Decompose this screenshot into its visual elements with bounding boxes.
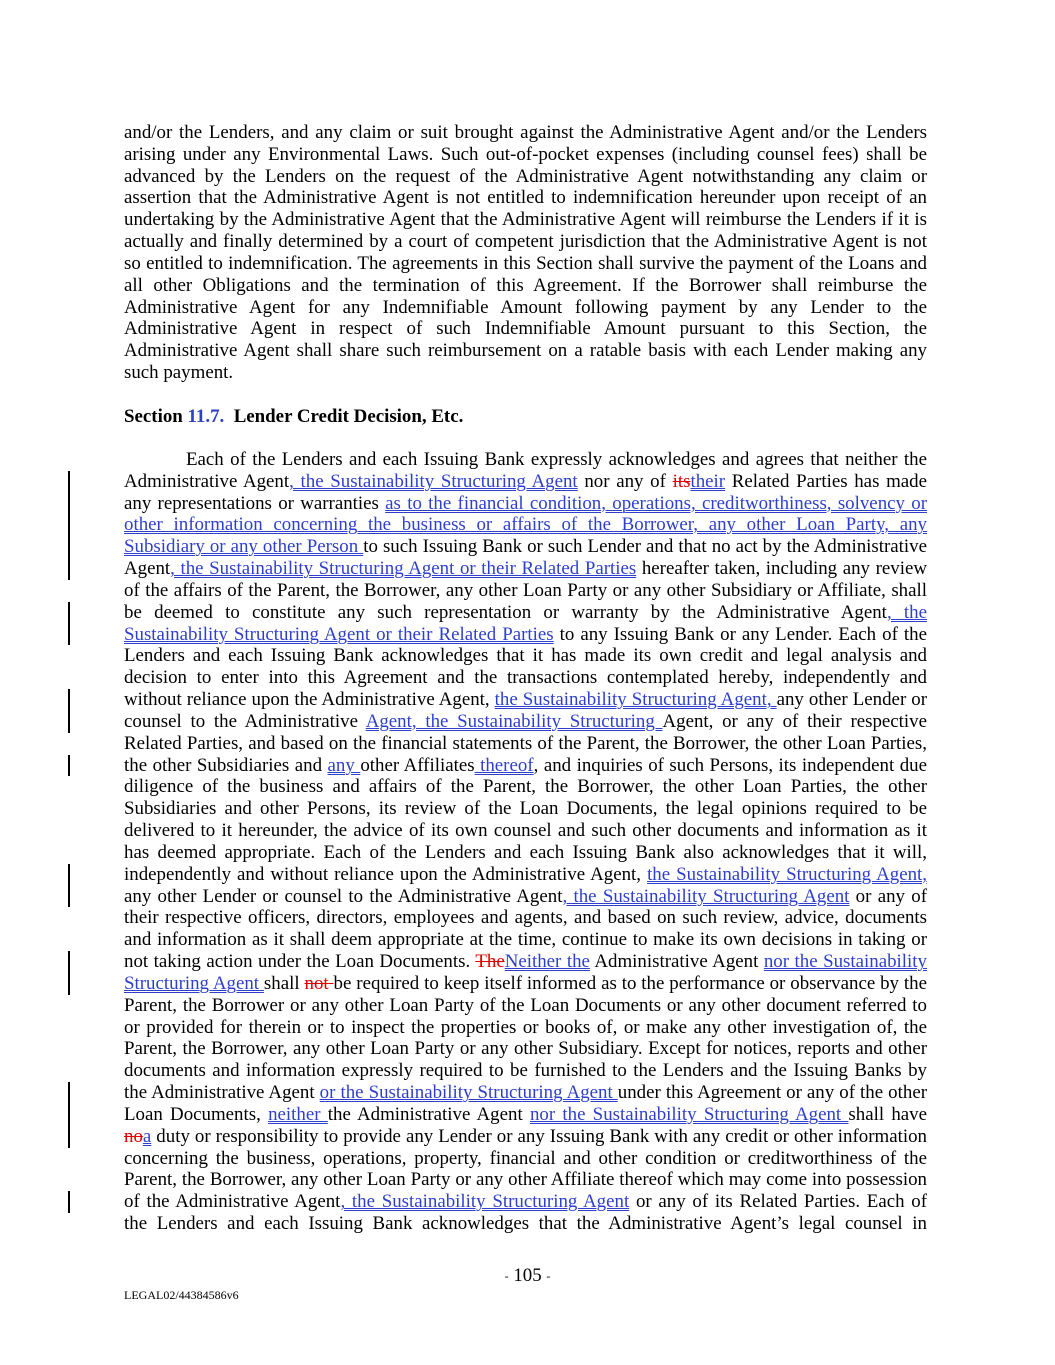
change-bar <box>68 864 70 886</box>
page-number <box>0 1265 1055 1288</box>
text-line <box>124 536 927 558</box>
text-run: nor any of <box>577 470 673 492</box>
text-line <box>124 929 927 951</box>
inserted-text: other information concerning the business or affairs of the Borrower, any other Loan Party, any <box>124 514 927 536</box>
inserted-text: nor the Sustainability <box>763 951 927 973</box>
text-line <box>124 209 927 231</box>
text-run: the Lenders and each Issuing Bank acknowledges that the Administrative Agent’s legal counsel in <box>124 1212 927 1234</box>
text-line <box>124 1038 927 1060</box>
text-line <box>124 951 927 973</box>
text-line <box>124 1191 927 1213</box>
deleted-text: its <box>672 470 691 492</box>
text-line <box>124 864 927 886</box>
text-line <box>124 144 927 166</box>
text-run: the Administrative Agent <box>124 1082 320 1104</box>
section-heading <box>124 406 463 428</box>
text-line <box>124 558 927 580</box>
text-run: be required to keep itself informed as to the performance or observance by the <box>333 972 927 994</box>
text-line <box>124 166 927 188</box>
inserted-text: thereof <box>474 754 534 776</box>
change-bar <box>68 558 70 580</box>
deleted-text: The <box>475 951 505 973</box>
text-line <box>124 362 927 384</box>
text-run: shall have <box>848 1103 927 1125</box>
inserted-text: Agent, the Sustainability Structuring <box>365 710 663 732</box>
text-line <box>124 187 927 209</box>
inserted-text: , the Sustainability Structuring Agent or their Related Parties <box>170 558 637 580</box>
inserted-text: , the Sustainability Structuring Agent <box>340 1191 630 1213</box>
text-run: decision to enter into this Agreement and the transactions contemplated hereby, independently and <box>124 667 927 689</box>
text-run: duty or responsibility to provide any Lender or any Issuing Bank with any credit or other information <box>151 1125 927 1147</box>
change-bar <box>68 1191 70 1213</box>
text-line <box>124 711 927 733</box>
text-run: the other Subsidiaries and <box>124 754 328 776</box>
text-run: or any of <box>849 885 927 907</box>
text-run: concerning the business, operations, property, financial and other condition or creditworthiness of the <box>124 1147 927 1169</box>
document-id: LEGAL02/44384586v6 <box>124 1288 239 1302</box>
text-run: such payment. <box>124 362 234 384</box>
page-number-prefix: - <box>504 1269 509 1283</box>
text-run: delivered to it hereunder, the advice of its own counsel and such other documents and information as it <box>124 820 927 842</box>
text-line <box>124 907 927 929</box>
text-run: Parent, the Borrower, any other Loan Party or any other Subsidiary. Except for notices, reports and other <box>124 1038 927 1060</box>
text-line <box>124 1148 927 1170</box>
text-run: Subsidiaries and other Persons, its review of the Loan Documents, the legal opinions required to be <box>124 798 927 820</box>
text-run: and/or the Lenders, and any claim or suit brought against the Administrative Agent and/or the Lenders <box>124 122 927 143</box>
change-bar <box>68 711 70 733</box>
text-run: of the affairs of the Parent, the Borrower, any other Loan Party or any other Subsidiary or Affiliate, shall <box>124 579 927 601</box>
text-line <box>124 886 927 908</box>
inserted-text: as to the financial condition, operations, creditworthiness, solvency or <box>385 492 927 514</box>
inserted-text: Neither the <box>504 951 590 973</box>
change-bar <box>68 1082 70 1104</box>
text-line <box>124 733 927 755</box>
paragraph-lender-credit-decision <box>124 449 927 1235</box>
change-bar <box>68 471 70 493</box>
change-bar <box>68 536 70 558</box>
change-bar <box>68 1104 70 1126</box>
text-run: of the Administrative Agent <box>124 1191 341 1213</box>
text-line <box>124 580 927 602</box>
text-line <box>124 689 927 711</box>
text-line <box>124 253 927 275</box>
text-run: or provided for therein or to inspect the properties or books of, or make any other investigation of, the <box>124 1016 927 1038</box>
change-bar <box>68 602 70 624</box>
text-line <box>124 776 927 798</box>
text-line <box>124 820 927 842</box>
text-run: to any Issuing Bank or any Lender. Each of the <box>553 623 927 645</box>
paragraph-indemnification-continued <box>124 122 927 384</box>
text-run: under this Agreement or any of the other <box>617 1082 927 1104</box>
page-number-suffix: - <box>546 1269 551 1283</box>
text-line <box>124 493 927 515</box>
change-bar <box>68 951 70 973</box>
text-run: assertion that the Administrative Agent is not entitled to indemnification hereunder upon receipt of an <box>124 187 927 209</box>
change-bar <box>68 689 70 711</box>
text-run: be deemed to constitute any such representation or warranty by the Administrative Agent <box>124 601 887 623</box>
text-run: not taking action under the Loan Documents. <box>124 951 476 973</box>
text-run: Administrative Agent for any Indemnifiable Amount following payment by any Lender to the <box>124 296 927 318</box>
text-line <box>124 449 927 471</box>
text-line <box>124 231 927 253</box>
inserted-text: or the Sustainability Structuring Agent <box>319 1082 618 1104</box>
inserted-text: , the Sustainability Structuring Agent <box>562 885 850 907</box>
text-run: has deemed appropriate. Each of the Lenders and each Issuing Bank also acknowledges that it will, <box>124 841 927 863</box>
text-line <box>124 798 927 820</box>
inserted-text: the Sustainability Structuring Agent, <box>647 863 927 885</box>
inserted-text: Subsidiary or any other Person <box>124 536 364 558</box>
text-run: independently and without reliance upon the Administrative Agent, <box>124 863 648 885</box>
text-run: Related Parties, and based on the financial statements of the Parent, the Borrower, the other Loan Parties, <box>124 732 927 754</box>
text-run: and information as it shall deem appropriate at the time, continue to make its own decisions in taking or <box>124 929 927 951</box>
text-line <box>124 1060 927 1082</box>
text-run: documents and information expressly required to be furnished to the Lenders and the Issuing Banks by <box>124 1060 927 1082</box>
inserted-text: Sustainability Structuring Agent or their Related Parties <box>124 623 554 645</box>
text-run: diligence of the business and affairs of the Parent, the Borrower, the other Loan Parties, the other <box>124 776 927 798</box>
text-run: all other Obligations and the termination of this Agreement. If the Borrower shall reimburse the <box>124 274 927 296</box>
text-line <box>124 318 927 340</box>
text-run: Each of the Lenders and each Issuing Bank expressly acknowledges and agrees that neither the <box>186 449 927 470</box>
text-line <box>124 1169 927 1191</box>
text-line <box>124 471 927 493</box>
text-run: actually and finally determined by a court of competent jurisdiction that the Administrative Agent is not <box>124 231 927 253</box>
text-line <box>124 275 927 297</box>
text-run: any other Lender or counsel to the Administrative Agent <box>124 885 563 907</box>
text-line <box>124 645 927 667</box>
inserted-text: any <box>327 754 361 776</box>
change-bar <box>68 514 70 536</box>
text-run: the Administrative Agent <box>327 1103 530 1125</box>
text-run: without reliance upon the Administrative Agent, <box>124 689 495 711</box>
text-line <box>124 624 927 646</box>
text-line <box>124 602 927 624</box>
text-run: so entitled to indemnification. The agreements in this Section shall survive the payment of the Loans and <box>124 252 927 274</box>
text-run: any representations or warranties <box>124 492 386 514</box>
text-run: Administrative Agent <box>124 470 290 492</box>
section-number: 11.7. <box>187 406 225 427</box>
deleted-text: no <box>124 1125 143 1147</box>
text-run: Parent, the Borrower or any other Loan Party of the Loan Documents or any other document referred to <box>124 994 927 1016</box>
text-run: Administrative Agent in respect of such Indemnifiable Amount pursuant to this Section, the <box>124 318 927 340</box>
change-bar <box>68 973 70 995</box>
text-line <box>124 514 927 536</box>
change-bar <box>68 755 70 777</box>
text-line <box>124 842 927 864</box>
text-run: shall <box>263 972 305 994</box>
inserted-text: a <box>142 1125 152 1147</box>
text-run: Administrative Agent <box>589 951 764 973</box>
text-run: Lenders and each Issuing Bank acknowledges that it has made its own credit and legal analysis and <box>124 645 927 667</box>
text-run: Related Parties has made <box>725 470 928 492</box>
inserted-text: , the Sustainability Structuring Agent <box>289 470 578 492</box>
section-label: Section <box>124 406 183 427</box>
change-bar <box>68 493 70 515</box>
text-run: , and inquiries of such Persons, its independent due <box>533 754 928 776</box>
text-run: hereafter taken, including any review <box>636 558 927 580</box>
inserted-text: nor the Sustainability Structuring Agent <box>529 1103 849 1125</box>
text-line <box>124 973 927 995</box>
change-bar <box>68 624 70 646</box>
text-run: any other Lender or <box>776 689 927 711</box>
text-run: Loan Documents, <box>124 1103 269 1125</box>
page-number-value: 105 <box>513 1265 542 1286</box>
text-line <box>124 995 927 1017</box>
text-line <box>124 340 927 362</box>
text-line <box>124 1126 927 1148</box>
inserted-text: the Sustainability Structuring Agent, <box>494 689 777 711</box>
section-title: Lender Credit Decision, Etc. <box>233 406 464 427</box>
text-run: Parent, the Borrower, any other Loan Party or any other Affiliate thereof which may come into possession <box>124 1169 927 1191</box>
inserted-text: their <box>690 470 726 492</box>
text-line <box>124 297 927 319</box>
text-run: or any of its Related Parties. Each of <box>629 1191 928 1213</box>
inserted-text: Structuring Agent <box>124 972 264 994</box>
change-bar <box>68 886 70 908</box>
text-run: counsel to the Administrative <box>124 710 366 732</box>
inserted-text: neither <box>268 1103 328 1125</box>
text-line <box>124 1104 927 1126</box>
text-run: to such Issuing Bank or such Lender and that no act by the Administrative <box>363 536 927 558</box>
text-line <box>124 122 927 144</box>
text-run: Agent, or any of their respective <box>662 710 928 732</box>
text-run: arising under any Environmental Laws. Such out-of-pocket expenses (including counsel fees) shall be <box>124 143 927 165</box>
text-line <box>124 1082 927 1104</box>
deleted-text: not <box>304 972 334 994</box>
text-line <box>124 667 927 689</box>
text-line <box>124 755 927 777</box>
text-run: other Affiliates <box>360 754 475 776</box>
text-line <box>124 1213 927 1235</box>
text-run: Agent <box>124 558 171 580</box>
text-run: undertaking by the Administrative Agent that the Administrative Agent will reimburse the Lenders if it is <box>124 209 927 231</box>
inserted-text: , the <box>886 601 927 623</box>
text-run: advanced by the Lenders on the request of the Administrative Agent notwithstanding any claim or <box>124 165 927 187</box>
text-run: their respective officers, directors, employees and agents, and based on such review, advice, documents <box>124 907 927 929</box>
text-run: Administrative Agent shall share such reimbursement on a ratable basis with each Lender making any <box>124 340 927 362</box>
text-line <box>124 1017 927 1039</box>
change-bar <box>68 1126 70 1148</box>
